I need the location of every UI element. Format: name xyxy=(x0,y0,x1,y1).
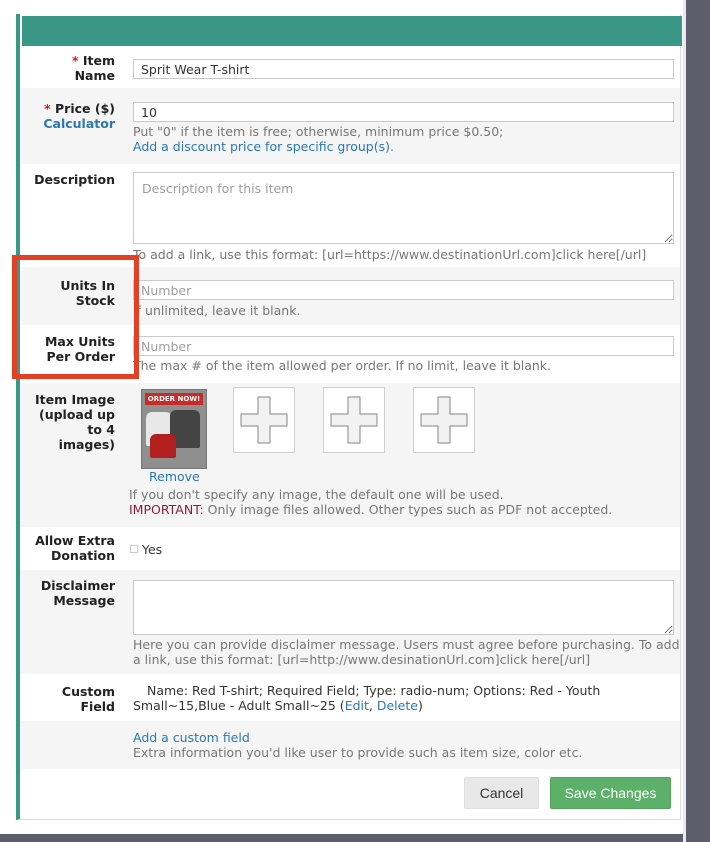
add-image-slot-3[interactable] xyxy=(323,387,385,453)
item-name-label-text: Item Name xyxy=(74,53,115,83)
window-right-edge xyxy=(683,0,710,842)
description-label: Description xyxy=(34,172,115,187)
discount-price-link[interactable]: Add a discount price for specific group(s) xyxy=(133,139,390,154)
row-add-custom-field xyxy=(20,721,680,769)
cancel-button[interactable]: Cancel xyxy=(464,777,539,809)
units-in-stock-label: Units In Stock xyxy=(60,278,115,308)
item-image-help xyxy=(129,487,677,517)
description-help: To add a link, use this format: [url=https://www.destinationUrl.com]click here[/url] xyxy=(133,247,647,262)
price-help xyxy=(133,124,681,154)
custom-field-label: Custom Field xyxy=(61,684,115,714)
window-bottom-edge xyxy=(0,834,683,842)
add-image-slot-2[interactable] xyxy=(233,387,295,453)
price-input[interactable] xyxy=(133,102,674,122)
row-custom-field xyxy=(20,674,680,721)
save-changes-button[interactable]: Save Changes xyxy=(550,777,671,809)
donation-label: Allow Extra Donation xyxy=(35,533,115,563)
units-in-stock-input[interactable] xyxy=(133,280,674,300)
description-textarea[interactable] xyxy=(133,172,674,244)
thumbnail-banner: ORDER NOW! xyxy=(145,393,203,405)
custom-field-delete-link[interactable]: Delete xyxy=(376,698,418,713)
custom-field-entry: Name: Red T-shirt; Required Field; Type: radio-num; Options: Red - Youth Small~15,Blue - Adult Small~25 (Edit, Delete) xyxy=(133,683,601,713)
row-price xyxy=(20,88,680,164)
price-help-text: Put "0" if the item is free; otherwise, minimum price $0.50; xyxy=(133,124,504,139)
disclaimer-help: Here you can provide disclaimer message. Users must agree before purchasing. To add a link, use this format: [url=http://www.desinationUrl.com]click here[/url] xyxy=(133,637,680,667)
period: . xyxy=(389,139,394,154)
price-label-text: Price ($) xyxy=(55,101,115,116)
row-donation xyxy=(20,527,680,570)
units-in-stock-help: If unlimited, leave it blank. xyxy=(133,303,301,318)
row-disclaimer xyxy=(20,570,680,674)
custom-field-edit-link[interactable]: Edit xyxy=(344,698,369,713)
donation-yes-label[interactable]: Yes xyxy=(142,542,163,557)
plus-icon xyxy=(234,388,294,452)
row-max-units xyxy=(20,325,680,383)
add-custom-field-help: Extra information you'd like user to provide such as item size, color etc. xyxy=(133,745,583,760)
custom-field-text: Name: Red T-shirt; Required Field; Type: radio-num; Options: Red - Youth Small~15,Blue - Adult Small~25 xyxy=(133,683,601,713)
important-text: Only image files allowed. Other types such as PDF not accepted. xyxy=(207,502,613,517)
donation-checkbox[interactable] xyxy=(130,545,138,553)
price-label xyxy=(28,101,115,131)
required-marker: * xyxy=(44,101,56,116)
plus-icon xyxy=(414,388,474,452)
disclaimer-textarea[interactable] xyxy=(133,580,674,635)
thumbnail-hoodie-red xyxy=(150,434,176,458)
add-custom-field-link[interactable]: Add a custom field xyxy=(133,730,250,745)
add-image-slot-4[interactable] xyxy=(413,387,475,453)
plus-icon xyxy=(324,388,384,452)
panel-header-bar xyxy=(22,16,682,46)
item-thumbnail-image xyxy=(141,389,207,469)
max-units-input[interactable] xyxy=(133,336,674,356)
important-label: IMPORTANT: xyxy=(129,502,204,517)
item-image-label: Item Image (upload up to 4 images) xyxy=(34,392,115,452)
remove-image-link[interactable]: Remove xyxy=(149,469,200,484)
disclaimer-label: Disclaimer Message xyxy=(40,578,115,608)
item-image-help-text: If you don't specify any image, the default one will be used. xyxy=(129,487,504,502)
calculator-link[interactable]: Calculator xyxy=(43,116,115,131)
add-custom-field-block xyxy=(133,730,681,760)
item-name-label xyxy=(28,53,115,83)
required-marker: * xyxy=(71,53,83,68)
item-name-input[interactable] xyxy=(133,59,674,79)
row-units-in-stock xyxy=(20,267,680,325)
max-units-label: Max Units Per Order xyxy=(44,334,115,364)
max-units-help: The max # of the item allowed per order. If no limit, leave it blank. xyxy=(133,358,552,373)
row-item-name xyxy=(20,46,680,88)
row-description xyxy=(20,164,680,267)
window-right-edge-inner xyxy=(683,0,686,842)
